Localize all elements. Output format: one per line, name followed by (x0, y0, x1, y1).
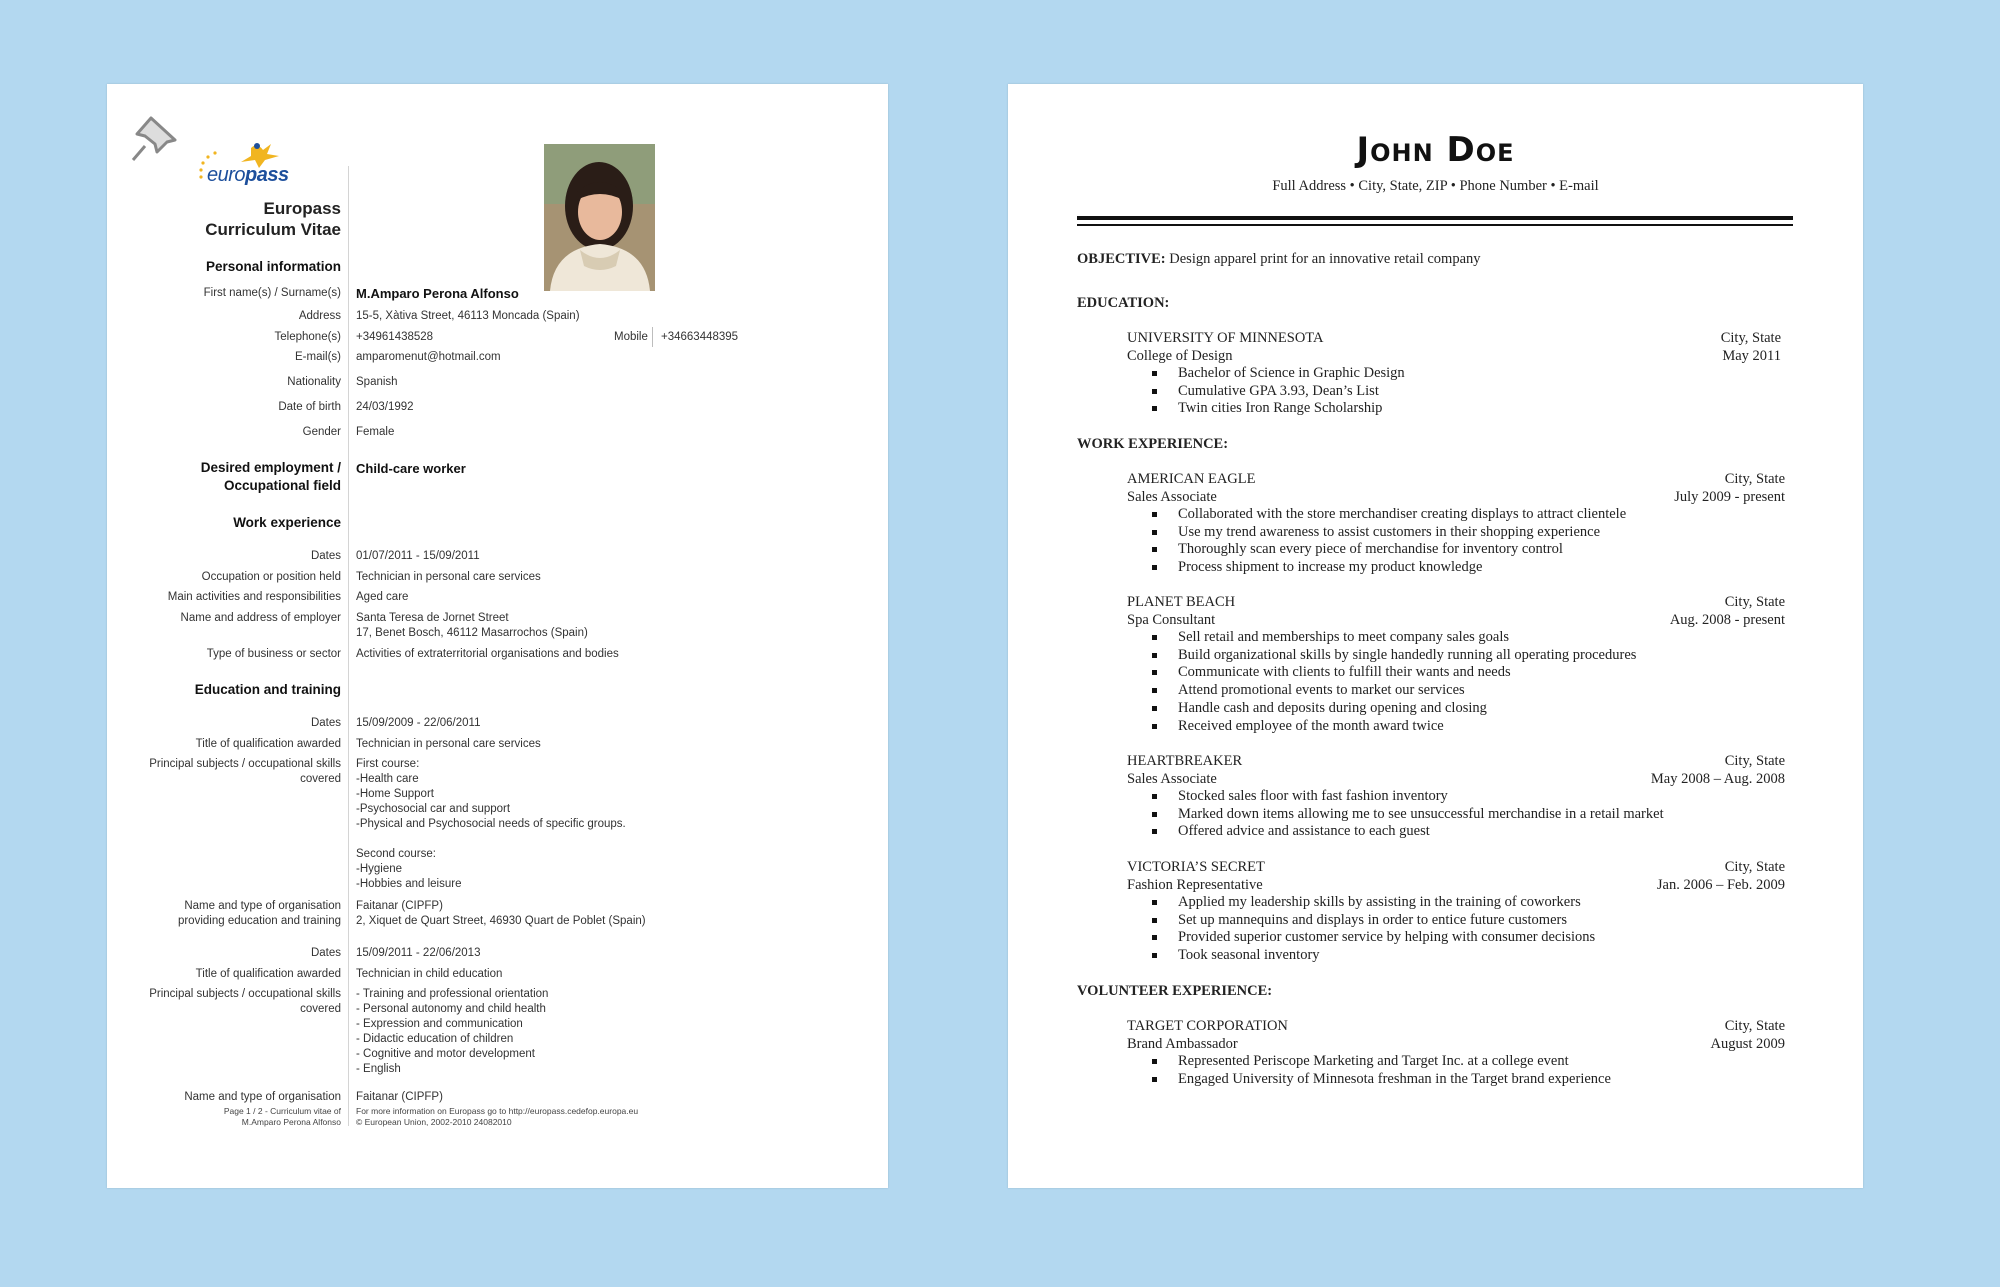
label-dob: Date of birth (278, 401, 341, 413)
list-item: Process shipment to increase my product knowledge (1152, 559, 1626, 577)
label-employer: Name and address of employer (180, 612, 341, 624)
list-item: Attend promotional events to market our services (1152, 682, 1636, 700)
value-gender: Female (356, 426, 395, 438)
edu-location: City, State (1720, 330, 1781, 346)
list-item: Bachelor of Science in Graphic Design (1152, 365, 1405, 383)
volunteer-title: Brand Ambassador (1127, 1036, 1238, 1052)
education-heading: EDUCATION: (1077, 295, 1170, 311)
edu-org: UNIVERSITY OF MINNESOTA (1127, 330, 1324, 346)
job-date: Jan. 2006 – Feb. 2009 (1656, 877, 1785, 893)
value-dob: 24/03/1992 (356, 401, 414, 413)
cv-title-line1: Europass (263, 199, 341, 218)
pushpin-icon (129, 112, 181, 164)
value-name: M.Amparo Perona Alfonso (356, 286, 519, 301)
label-edu-org2: Name and type of organisation (184, 1091, 341, 1103)
footer-europass-info: For more information on Europass go to http://europass.cedefop.europa.eu © European Union, 2002-2010 24082010 (356, 1106, 639, 1127)
value-employer: Santa Teresa de Jornet Street 17, Benet Bosch, 46112 Masarrochos (Spain) (356, 612, 588, 639)
list-item: Applied my leadership skills by assisting in the training of coworkers (1152, 894, 1595, 912)
value-address: 15-5, Xàtiva Street, 46113 Moncada (Spain) (356, 310, 580, 322)
label-edu-subjects1: Principal subjects / occupational skills covered (149, 758, 341, 785)
volunteer-date: August 2009 (1710, 1036, 1785, 1052)
job-location: City, State (1724, 594, 1785, 610)
job-org: VICTORIA’S SECRET (1127, 859, 1265, 875)
volunteer-bullets (1152, 1053, 1611, 1088)
list-item: Stocked sales floor with fast fashion inventory (1152, 788, 1664, 806)
job-date: July 2009 - present (1674, 489, 1785, 505)
job-bullets (1152, 629, 1636, 735)
list-item: Set up mannequins and displays in order to entice future customers (1152, 912, 1595, 930)
job-location: City, State (1724, 859, 1785, 875)
work-heading: WORK EXPERIENCE: (1077, 436, 1229, 452)
job-title: Sales Associate (1127, 771, 1217, 787)
label-work-dates: Dates (310, 550, 341, 562)
profile-photo (544, 144, 655, 291)
job-location: City, State (1724, 753, 1785, 769)
label-name: First name(s) / Surname(s) (203, 287, 341, 299)
value-edu-subjects2: - Training and professional orientation - Personal autonomy and child health - Expression and communication - Didactic education of children - Cognitive and motor development - English (356, 988, 549, 1075)
label-address: Address (298, 310, 341, 322)
job-org: HEARTBREAKER (1127, 753, 1243, 769)
volunteer-location: City, State (1724, 1018, 1785, 1034)
resume-contact: Full Address • City, State, ZIP • Phone Number • E-mail (1272, 178, 1599, 194)
value-telephone: +34961438528 (356, 331, 434, 343)
label-edu-org1: Name and type of organisation providing education and training (177, 900, 341, 927)
list-item: Cumulative GPA 3.93, Dean’s List (1152, 383, 1405, 401)
value-edu-org1: Faitanar (CIPFP) 2, Xiquet de Quart Street, 46930 Quart de Poblet (Spain) (356, 900, 646, 927)
label-edu-title2: Title of qualification awarded (195, 968, 341, 980)
job-location: City, State (1724, 471, 1785, 487)
list-item: Received employee of the month award twice (1152, 718, 1636, 736)
job-org: PLANET BEACH (1127, 594, 1236, 610)
section-work-experience: Work experience (233, 515, 341, 530)
label-edu-title1: Title of qualification awarded (195, 738, 341, 750)
list-item: Twin cities Iron Range Scholarship (1152, 400, 1405, 418)
section-desired-employment: Desired employment / Occupational field (200, 460, 341, 493)
label-email: E-mail(s) (295, 351, 341, 363)
edu-bullets (1152, 365, 1405, 418)
value-work-dates: 01/07/2011 - 15/09/2011 (356, 550, 480, 562)
value-nationality: Spanish (356, 376, 398, 388)
volunteer-heading: VOLUNTEER EXPERIENCE: (1077, 983, 1273, 999)
list-item: Collaborated with the store merchandiser creating displays to attract clientele (1152, 506, 1626, 524)
label-gender: Gender (302, 426, 341, 438)
list-item: Took seasonal inventory (1152, 947, 1595, 965)
label-activities: Main activities and responsibilities (167, 591, 341, 603)
edu-sub: College of Design (1127, 348, 1233, 364)
list-item: Build organizational skills by single handedly running all operating procedures (1152, 647, 1636, 665)
label-edu-dates2: Dates (310, 947, 341, 959)
column-divider (348, 166, 349, 1126)
list-item: Sell retail and memberships to meet company sales goals (1152, 629, 1636, 647)
value-edu-dates1: 15/09/2009 - 22/06/2011 (356, 717, 481, 729)
label-telephone: Telephone(s) (274, 331, 341, 343)
label-business: Type of business or sector (206, 648, 341, 660)
list-item: Engaged University of Minnesota freshman in the Target brand experience (1152, 1071, 1611, 1089)
job-bullets (1152, 788, 1664, 841)
label-mobile: Mobile (614, 331, 648, 343)
list-item: Thoroughly scan every piece of merchandise for inventory control (1152, 541, 1626, 559)
value-edu-title1: Technician in personal care services (356, 738, 541, 750)
objective-line (1077, 251, 1481, 268)
job-bullets (1152, 894, 1595, 965)
header-rule-thick (1077, 216, 1793, 220)
footer-page-info: Page 1 / 2 - Curriculum vitae of M.Amparo Perona Alfonso (223, 1106, 341, 1127)
europass-logo-text: europass (207, 164, 289, 186)
job-title: Spa Consultant (1127, 612, 1216, 628)
value-occupation: Technician in personal care services (356, 571, 541, 583)
list-item: Represented Periscope Marketing and Target Inc. at a college event (1152, 1053, 1611, 1071)
value-mobile: +34663448395 (661, 331, 739, 343)
cv-title-line2: Curriculum Vitae (205, 220, 341, 239)
value-activities: Aged care (356, 591, 409, 603)
value-email: amparomenut@hotmail.com (356, 351, 501, 363)
list-item: Offered advice and assistance to each guest (1152, 823, 1664, 841)
value-edu-dates2: 15/09/2011 - 22/06/2013 (356, 947, 481, 959)
label-edu-dates1: Dates (310, 717, 341, 729)
edu-date: May 2011 (1722, 348, 1781, 364)
job-date: May 2008 – Aug. 2008 (1650, 771, 1785, 787)
label-nationality: Nationality (287, 376, 341, 388)
job-bullets (1152, 506, 1626, 577)
label-edu-subjects2: Principal subjects / occupational skills covered (149, 988, 341, 1015)
section-personal-information: Personal information (205, 259, 341, 274)
label-occupation: Occupation or position held (201, 571, 341, 583)
value-business: Activities of extraterritorial organisations and bodies (356, 648, 619, 660)
mobile-divider (652, 327, 653, 347)
job-org: AMERICAN EAGLE (1127, 471, 1256, 487)
job-title: Sales Associate (1127, 489, 1217, 505)
job-date: Aug. 2008 - present (1669, 612, 1785, 628)
objective-label: OBJECTIVE: (1077, 251, 1166, 267)
list-item: Provided superior customer service by helping with consumer decisions (1152, 929, 1595, 947)
resume-page (1008, 84, 1863, 1188)
europass-cv-page (107, 84, 888, 1188)
job-title: Fashion Representative (1127, 877, 1263, 893)
header-rule-thin (1077, 224, 1793, 226)
list-item: Marked down items allowing me to see unsuccessful merchandise in a retail market (1152, 806, 1664, 824)
list-item: Communicate with clients to fulfill their wants and needs (1152, 664, 1636, 682)
resume-name: John Doe (1356, 130, 1515, 170)
value-edu-title2: Technician in child education (356, 968, 503, 980)
section-education: Education and training (194, 682, 341, 697)
volunteer-org: TARGET CORPORATION (1127, 1018, 1288, 1034)
list-item: Handle cash and deposits during opening and closing (1152, 700, 1636, 718)
value-edu-org2: Faitanar (CIPFP) (356, 1091, 443, 1103)
list-item: Use my trend awareness to assist customers in their shopping experience (1152, 524, 1626, 542)
value-edu-subjects1: First course: -Health care -Home Support -Psychosocial car and support -Physical and Psychosocial needs of specific groups. Second course: -Hygiene -Hobbies and leisure (356, 758, 626, 890)
value-desired-employment: Child-care worker (356, 461, 466, 476)
objective-text: Design apparel print for an innovative retail company (1169, 251, 1481, 267)
